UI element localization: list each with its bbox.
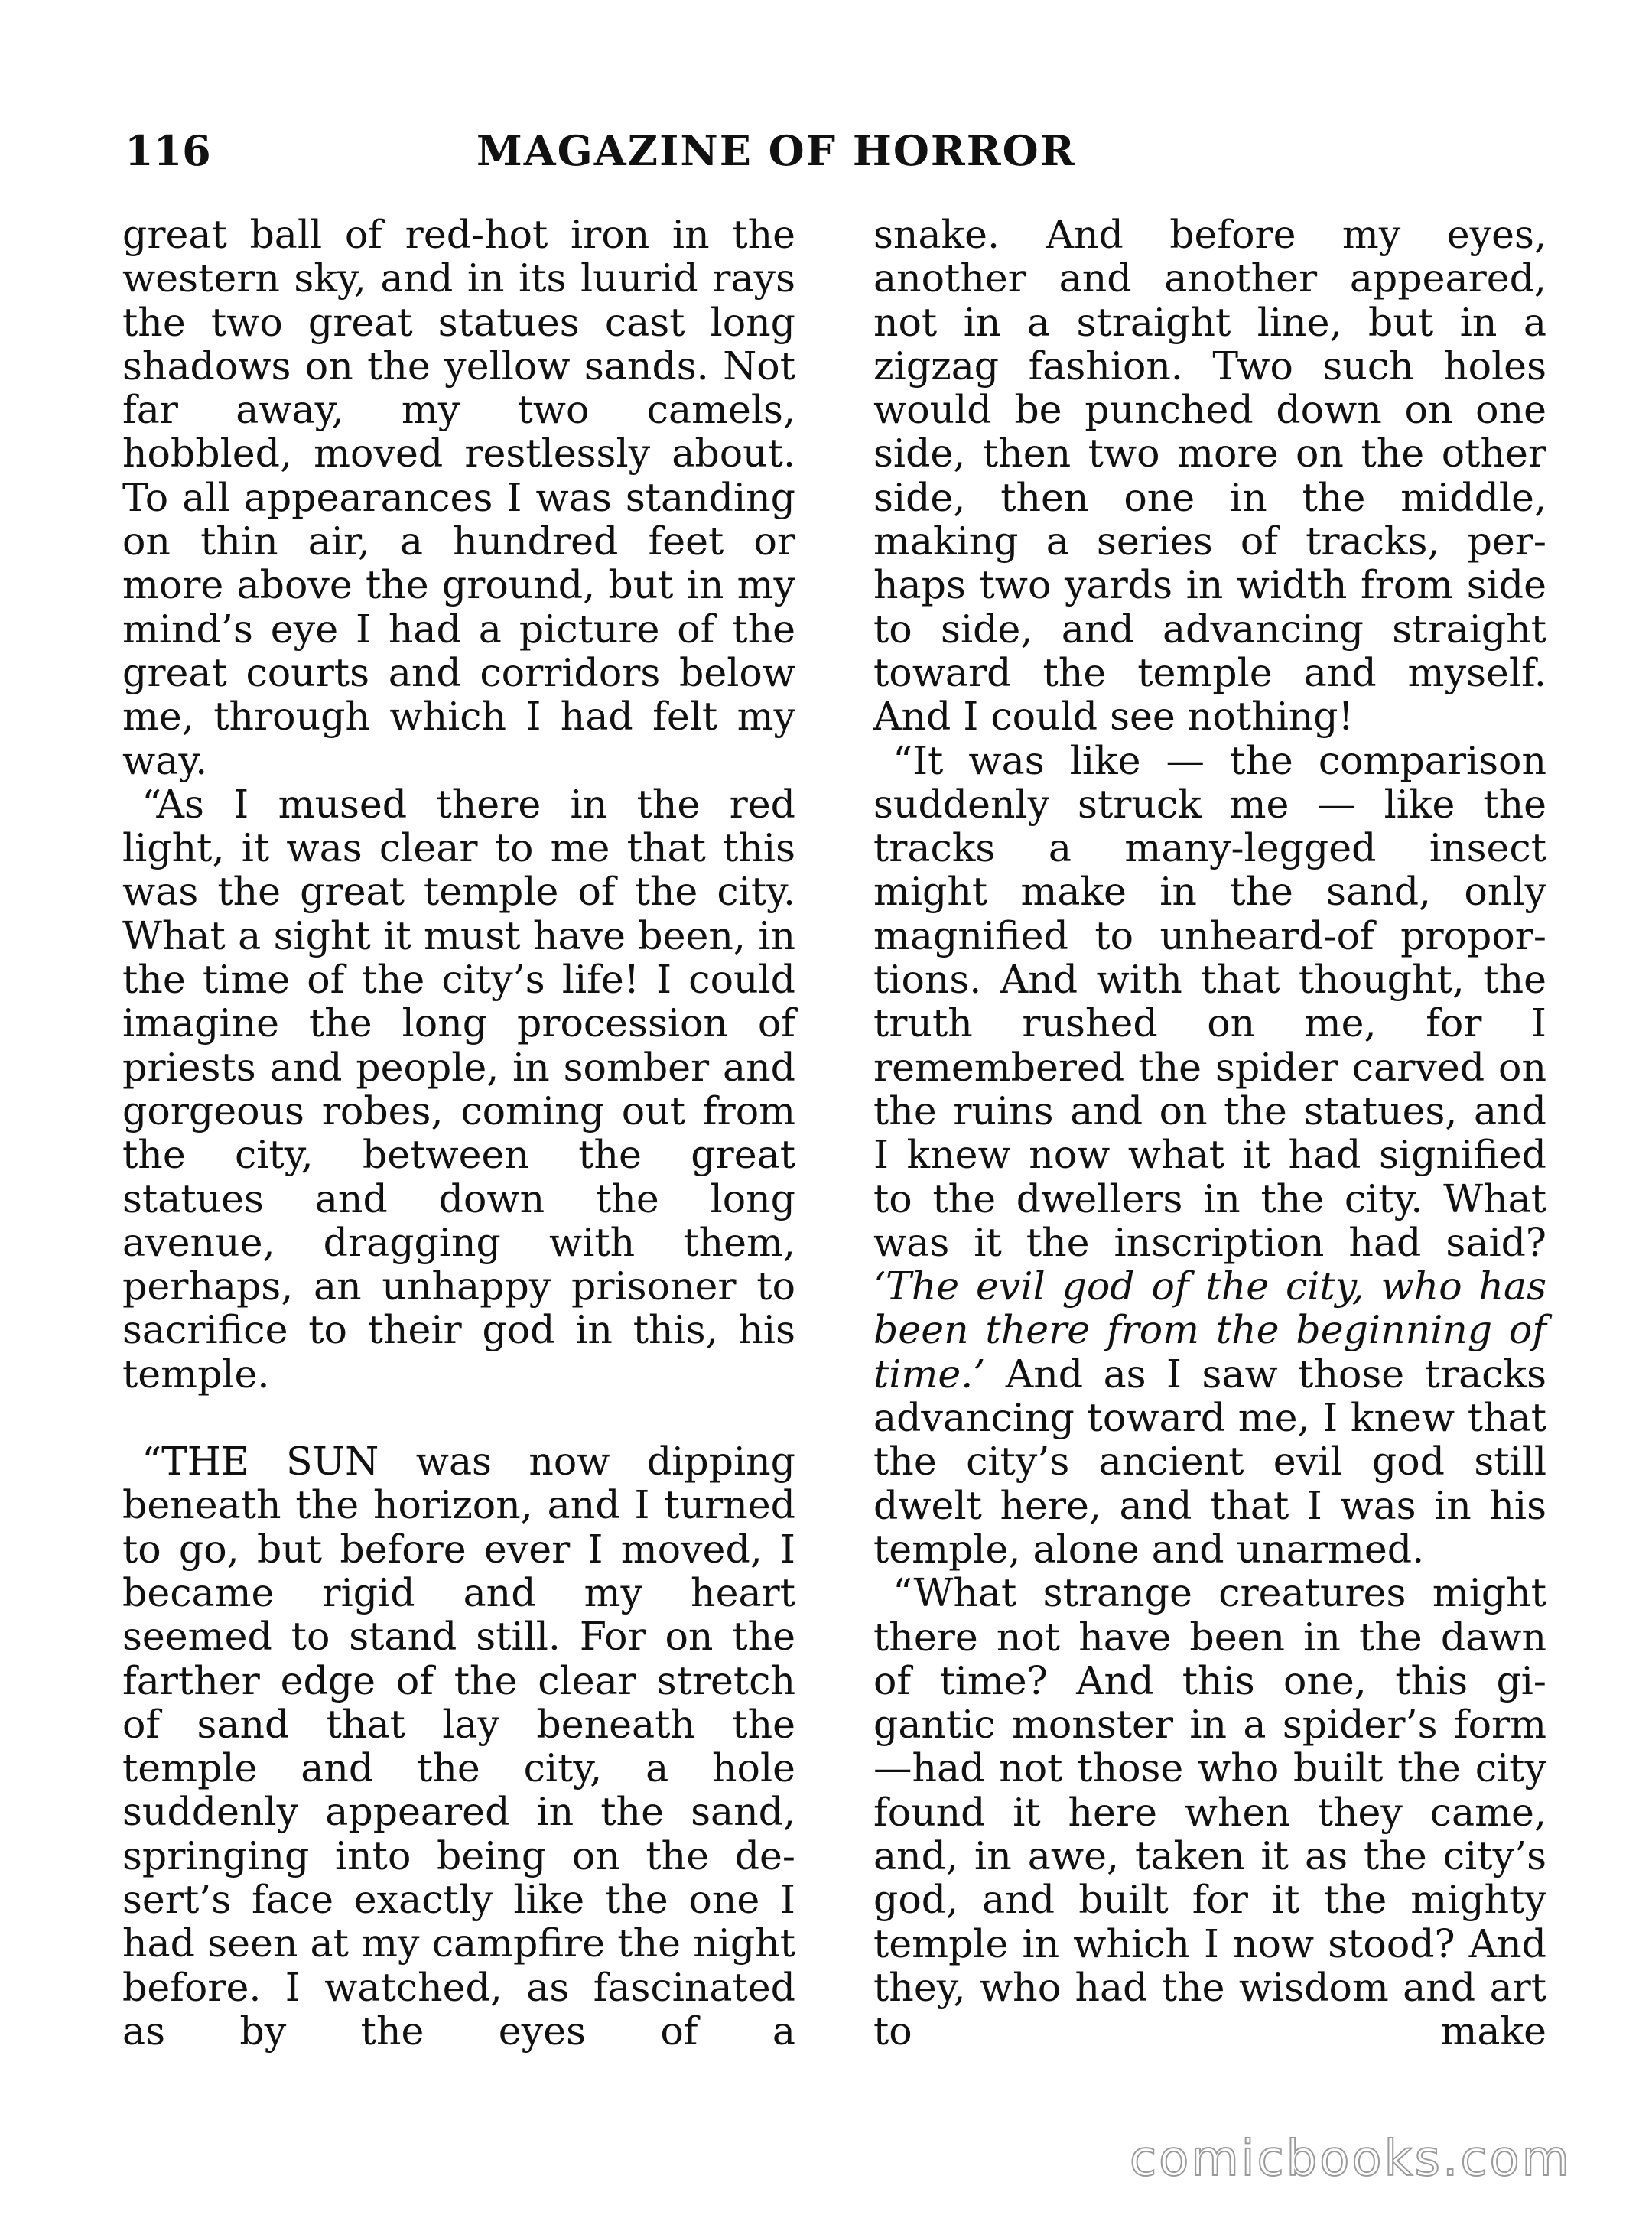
paragraph: “As I mused there in the red light, it was clear to me that this was the great temple of the city. What a sight it must have been, in the time of the city’s life! I could imagine the long procession of priests and people, in somber and gorgeous robes, coming out from the city, between the great statues and down the long avenue, dragging with them, perhaps, an unhappy prisoner to sacrifice to their god in this, his temple. — [122, 781, 795, 1397]
paragraph: “What strange creatures might there not have been in the dawn of time? And this one, this gigantic monster in a spider’s form —had not those who built the city found it here when they came, and, in awe, taken it as the city’s god, and built for it the mighty temple in which I now stood? And they, who had the wisdom and art to make — [873, 1570, 1546, 2054]
paragraph: great ball of red-hot iron in the western sky, and in its luurid rays the two great statues cast long shadows on the yellow sands. Not far away, my two camels, hobbled, moved restlessly about. To all appearances I was standing on thin air, a hundred feet or more above the ground, but in my mind’s eye I had a picture of the great courts and corridors below me, through which I had felt my way. — [122, 212, 795, 783]
page-number: 116 — [125, 126, 211, 175]
watermark-logo: comicbooks.com — [1129, 2131, 1572, 2187]
inscription-quote: ‘The evil god of the city, who has been there from the beginning of time.’ — [873, 1263, 1546, 1397]
paragraph — [873, 739, 1546, 1572]
paragraph: “THE SUN was now dipping beneath the horizon, and I turned to go, but before ever I moved, I became rigid and my heart seemed to stand still. For on the farther edge of the clear stretch of sand that lay beneath the temple and the city, a hole suddenly appeared in the sand, springing into being on the desert’s face exactly like the one I had seen at my campfire the night before. I watched, as fascinated as by the eyes of a — [122, 1439, 795, 2054]
right-text-column — [873, 213, 1546, 2053]
paragraph-text: And as I saw those tracks advancing toward me, I knew that the city’s ancient evil god still dwelt here, and that I was in his temple, alone and unarmed. — [873, 1351, 1546, 1572]
running-title: MAGAZINE OF HORROR — [476, 126, 1076, 175]
page-header — [125, 126, 1540, 187]
paragraph: snake. And before my eyes, another and another appeared, not in a straight line, but in a zigzag fashion. Two such holes would be punched down on one side, then two more on the other side, then one in the middle, making a series of tracks, perhaps two yards in width from side to side, and advancing straight toward the temple and myself. And I could see nothing! — [873, 212, 1546, 740]
paragraph-text: “It was like — the comparison suddenly struck me — like the tracks a many-legged insect might make in the sand, only magnified to unheard-of proportions. And with that thought, the truth rushed on me, for I remembered the spider carved on the ruins and on the statues, and I knew now what it had signified to the dwellers in the city. What was it the inscription had said? — [873, 737, 1546, 1265]
left-text-column — [122, 213, 795, 2053]
